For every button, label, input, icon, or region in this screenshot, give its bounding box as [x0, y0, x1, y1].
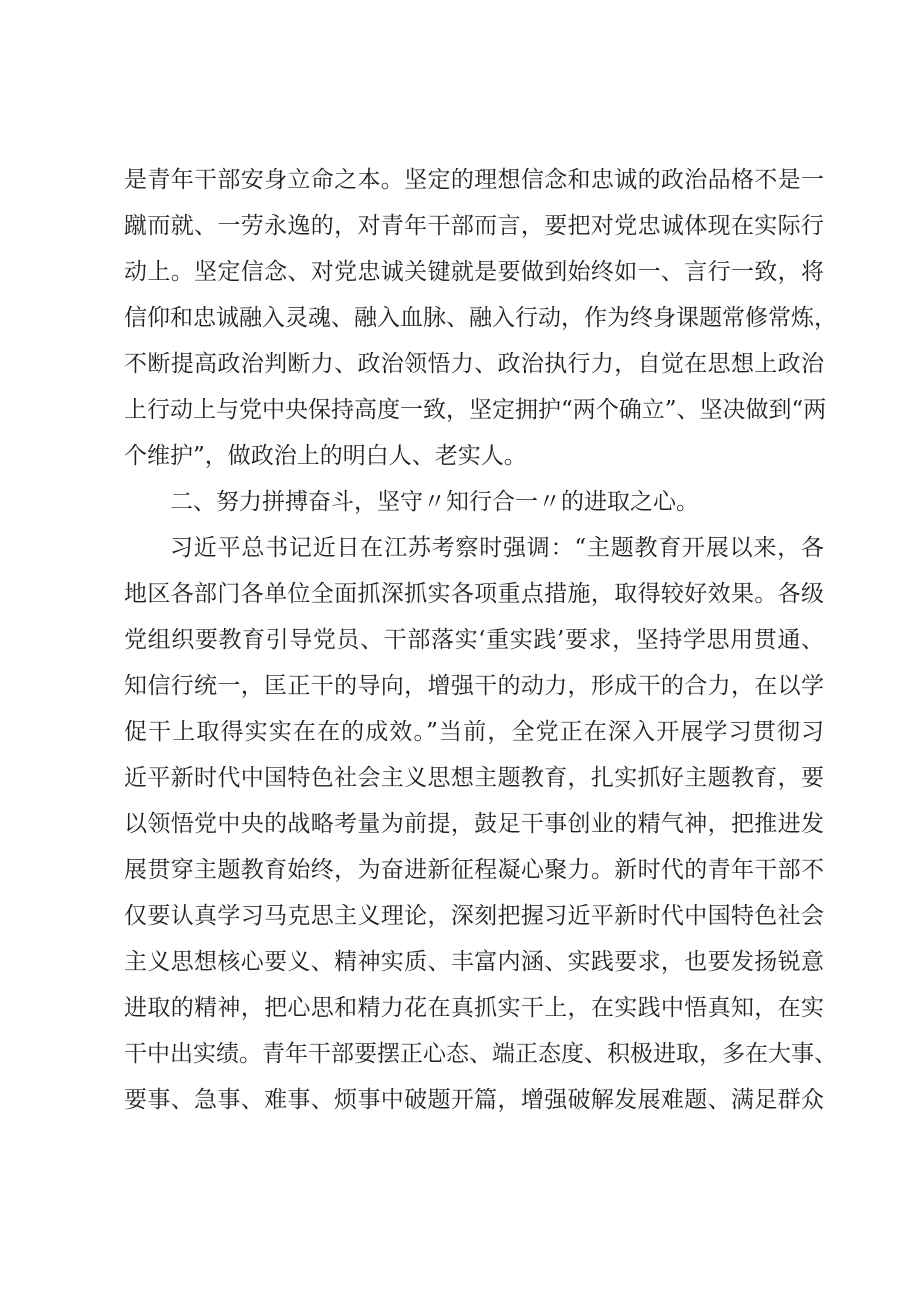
section-heading: 二、努力拼搏奋斗，坚守〃知行合一〃的进取之心。 — [170, 489, 699, 515]
body-text-line: 蹴而就、一劳永逸的，对青年干部而言，要把对党忠诚体现在实际行 — [124, 213, 824, 239]
body-text-line: 干中出实绩。青年干部要摆正心态、端正态度、积极进取，多在大事、 — [124, 1041, 837, 1067]
body-text-line: 是青年干部安身立命之本。坚定的理想信念和忠诚的政治品格不是一 — [124, 167, 824, 193]
body-text-line: 进取的精神，把心思和精力花在真抓实干上，在实践中悟真知，在实 — [124, 995, 824, 1021]
body-text-line: 不断提高政治判断力、政治领悟力、政治执行力，自觉在思想上政治 — [124, 351, 824, 377]
body-text-line: 促干上取得实实在在的成效。”当前，全党正在深入开展学习贯彻习 — [124, 719, 824, 745]
body-text-line: 党组织要教育引导党员、干部落实‘重实践’要求，坚持学思用贯通、 — [124, 627, 824, 653]
body-text-line: 要事、急事、难事、烦事中破题开篇，增强破解发展难题、满足群众 — [124, 1087, 824, 1113]
body-text-line: 地区各部门各单位全面抓深抓实各项重点措施，取得较好效果。各级 — [124, 581, 824, 607]
body-text-line: 动上。坚定信念、对党忠诚关键就是要做到始终如一、言行一致，将 — [124, 259, 824, 285]
body-text-line: 习近平总书记近日在江苏考察时强调：“主题教育开展以来，各 — [170, 535, 824, 561]
body-text-line: 以领悟党中央的战略考量为前提，鼓足干事创业的精气神，把推进发 — [124, 811, 824, 837]
body-text-line: 知信行统一，匡正干的导向，增强干的动力，形成干的合力，在以学 — [124, 673, 824, 699]
body-text-line: 信仰和忠诚融入灵魂、融入血脉、融入行动，作为终身课题常修常炼， — [124, 305, 837, 331]
body-text-line: 近平新时代中国特色社会主义思想主题教育，扎实抓好主题教育，要 — [124, 765, 824, 791]
body-text-line: 展贯穿主题教育始终，为奋进新征程凝心聚力。新时代的青年干部不 — [124, 857, 824, 883]
body-text-line: 仅要认真学习马克思主义理论，深刻把握习近平新时代中国特色社会 — [124, 903, 824, 929]
body-text-line: 主义思想核心要义、精神实质、丰富内涵、实践要求，也要发扬锐意 — [124, 949, 824, 975]
body-text-line: 个维护”，做政治上的明白人、老实人。 — [124, 443, 527, 469]
body-text-line: 上行动上与党中央保持高度一致，坚定拥护“两个确立”、坚决做到“两 — [124, 397, 827, 423]
